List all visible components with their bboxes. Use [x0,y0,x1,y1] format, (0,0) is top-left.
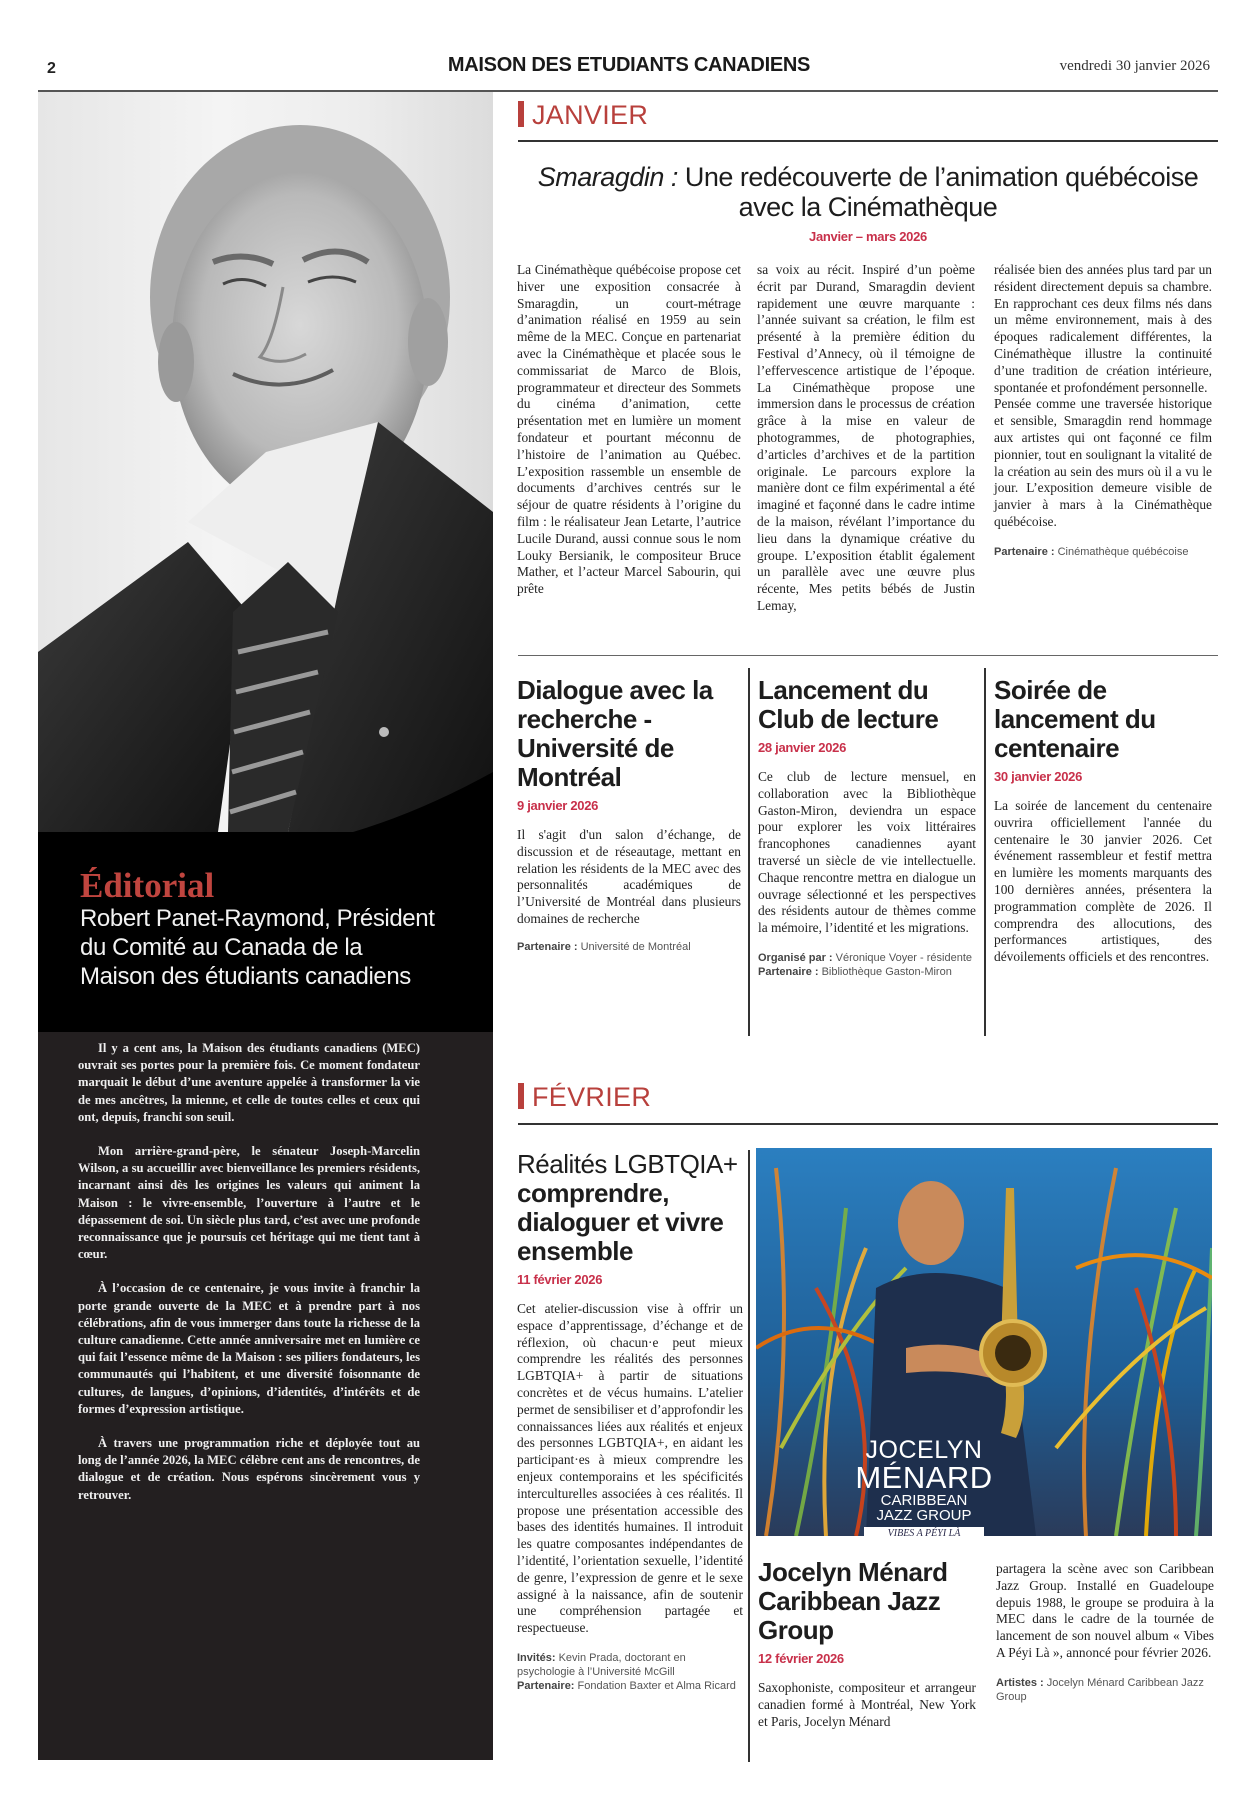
partner-value: Cinémathèque québécoise [1054,545,1189,558]
editorial-paragraph: À l’occasion de ce centenaire, je vous invite à franchir la porte grande ouverte de la MEC et à prendre part à nos célébrations, afin de vous immerger dans toute la richesse de la culture canadienne. Cette année anniversaire met en lumière ce qui fait l’essence même de la Maison : ses piliers fondateurs, les communautés qui l’habitent, et une diversité foisonnante de cultures, de langues, d’opinions, d’identités, d’intérêts et de formes d’expression artistique. [78,1281,420,1416]
portrait-curve-mask [38,732,493,872]
event-dialogue-recherche [517,676,741,954]
section-label: FÉVRIER [532,1082,652,1112]
album-group-line2: JAZZ GROUP [876,1507,972,1524]
artists-value: Jocelyn Ménard Caribbean Jazz Group [996,1676,1204,1703]
section-label: JANVIER [532,100,649,130]
event-jazz [758,1558,976,1730]
event-body: Ce club de lecture mensuel, en collaboration avec la Bibliothèque Gaston-Miron, deviendra un espace pour explorer les voix littéraires francophones canadiennes ayant traversé un siècle de vie intellectuelle. Chaque rencontre mettra en dialogue un ouvrage sélectionné et les perspectives des résidents autour de thèmes comme la mémoire, l’identité et les migrations. [758,769,976,936]
lead-article-title [518,162,1218,222]
section-divider [518,1123,1218,1125]
lead-article-column-2: sa voix au récit. Inspiré d’un poème écrit par Durand, Smaragdin devient rapidement une œuvre marquante : l’année suivant sa création, le film est présenté à la première édition du Festival d’Annecy, où il témoigne de l’effervescence artistique de l’époque. La Cinémathèque propose une immersion dans le processus de création grâce à la mise en valeur de photogrammes, de photographies, d’articles d’archives et de la partition originale. Le parcours explore la manière dont ce film expérimental a été imaginé et façonné dans le cadre intime de la maison, révélant l’importance du lieu dans la dynamique créative du groupe. L’exposition établit également un parallèle avec une œuvre plus récente, Mes petits bébés de Justin Lemay, [757,262,975,613]
guests-value: Kevin Prada, doctorant en psychologie à l’Université McGill [517,1651,686,1678]
event-lgbtqia [517,1150,743,1693]
partner-label: Partenaire : [994,545,1055,558]
section-marker [518,1083,524,1109]
event-date: 12 février 2026 [758,1651,844,1666]
column-divider [984,668,986,1036]
partner-value: Bibliothèque Gaston-Miron [818,965,952,978]
section-header-fevrier [518,1082,1218,1113]
event-date: 28 janvier 2026 [758,740,847,755]
issue-date: vendredi 30 janvier 2026 [1059,58,1210,74]
event-body: Cet atelier-discussion vise à offrir un espace d’apprentissage, d’échange et de réflexion, où chacun·e peut mieux comprendre les réalités des personnes LGBTQIA+ à partir de situations concrètes et de vécus humains. L’atelier permet de sensibiliser et d’approfondir les connaissances liées aux réalités et enjeux des personnes LGBTQIA+, en aidant les participant·es à mieux comprendre les enjeux contemporains et les spécificités interculturelles associées à ces réalités. Il propose une présentation accessible des bases des identités humaines. Il introduit les quatre composantes indépendantes de l’identité, l’orientation sexuelle, l’identité de genre, l’expression de genre et le sexe assigné à la naissance, afin de soutenir une compréhension partagée et respectueuse. [517,1301,743,1636]
organizer-label: Organisé par : [758,951,833,964]
album-artist-first: JOCELYN [865,1436,983,1464]
lead-title-text: Une redécouverte de l’animation québécoise avec la Cinémathèque [677,162,1199,222]
event-guests-credit [517,1651,743,1679]
event-body: La soirée de lancement du centenaire ouvrira officiellement l'année du centenaire le 30 janvier 2026. Cet événement rassembleur et festif mettra en lumière les moments marquants des 100 dernières années, présentera la programmation complète de 2026. Il comprendra des allocutions, des performances artistiques, des dévoilements officiels et des rencontres. [994,798,1212,965]
event-date: 11 février 2026 [517,1272,603,1287]
event-title: Lancement du Club de lecture [758,675,939,734]
organizer-value: Véronique Voyer - résidente [832,951,972,964]
event-date: 30 janvier 2026 [994,769,1083,784]
editorial-body [78,1040,420,1521]
portrait-photo [38,92,493,832]
event-title: Soirée de lancement du centenaire [994,675,1156,763]
lead-col3-paragraph: Pensée comme une traversée historique et sensible, Smaragdin rend hommage aux artistes qui ont façonné ce film pionnier, tout en soulignant la vitalité de la création au sein des murs où il a vu le jour. L’exposition demeure visible de janvier à mars à la Cinémathèque québécoise. [994,396,1212,529]
section-marker [518,101,524,127]
editorial-paragraph: Il y a cent ans, la Maison des étudiants canadiens (MEC) ouvrait ses portes pour la première fois. Ce moment fondateur marquait le début d’une aventure appelée à transformer la vie de mes ancêtres, la mienne, et celle de toutes celles et ceux qui ont, depuis, franchi son seuil. [78,1041,420,1124]
event-organizer-credit [758,951,976,965]
album-group-line1: CARIBBEAN [880,1492,968,1509]
editorial-kicker: Éditorial [80,866,215,905]
event-body-continued: partagera la scène avec son Caribbean Jazz Group. Installé en Guadeloupe depuis 1988, le groupe se produira à la MEC dans le cadre de la tournée de lancement de son nouvel album « Vibes A Péyi Là », annoncé pour février 2026. [996,1561,1214,1660]
lead-article-column-3 [994,262,1212,559]
partner-label: Partenaire : [517,940,578,953]
event-title-bold: comprendre, dialoguer et vivre ensemble [517,1178,724,1266]
lead-article-date: Janvier – mars 2026 [809,229,927,244]
partner-value: Université de Montréal [577,940,691,953]
column-divider [748,1150,750,1762]
artists-label: Artistes : [996,1676,1044,1689]
event-partner-credit [517,940,741,954]
guests-label: Invités: [517,1651,556,1664]
page-number: 2 [47,60,56,77]
event-body: Il s'agit d'un salon d’échange, de discussion et de réseautage, mettant en relation les résidents de la MEC avec des personnalités académiques de l’Université de Montréal dans plusieurs domaines de recherche [517,827,741,926]
event-soiree-centenaire [994,676,1212,966]
editorial-paragraph: Mon arrière-grand-père, le sénateur Joseph-Marcelin Wilson, a su accueillir avec bienveillance les premiers résidents, incarnant ainsi dès les origines les valeurs qui animent la Maison : le vivre-ensemble, l’ouverture à l’autre et le dépassement de soi. Un siècle plus tard, c’est avec une profonde reconnaissance que je poursuis cet héritage qui me tient tant à cœur. [78,1144,420,1262]
lead-partner-credit [994,545,1212,559]
event-title: Dialogue avec la recherche - Université de Montréal [517,675,713,792]
event-body: Saxophoniste, compositeur et arrangeur canadien formé à Montréal, New York et Paris, Jocelyn Ménard [758,1680,976,1729]
album-cover-title [854,1438,994,1536]
event-title-light: Réalités LGBTQIA+ [517,1149,738,1179]
event-artists-credit [996,1676,1214,1704]
section-divider [518,140,1218,142]
column-divider [748,668,750,1036]
portrait-illustration [38,92,493,832]
lead-bottom-divider [518,655,1218,656]
event-partner-credit [758,965,976,979]
event-partner-credit [517,1679,743,1693]
section-header-janvier [518,100,1218,131]
event-title [517,1150,743,1266]
album-cover-image [756,1148,1212,1536]
event-title: Jocelyn Ménard Caribbean Jazz Group [758,1557,948,1645]
partner-value: Fondation Baxter et Alma Ricard [574,1679,736,1692]
masthead: MAISON DES ETUDIANTS CANADIENS [447,54,811,76]
album-artist-last: MÉNARD [855,1460,993,1495]
partner-label: Partenaire: [517,1679,575,1692]
lead-article-column-1: La Cinémathèque québécoise propose cet hiver une exposition consacrée à Smaragdin, un court-métrage d’animation réalisé en 1959 au sein même de la MEC. Conçue en partenariat avec la Cinémathèque et placée sous le commissariat de Marco de Blois, programmateur et directeur des Sommets du cinéma d’animation, cette présentation met en lumière un moment fondateur et pourtant méconnu de l’histoire de l’animation au Québec. L’exposition rassemble un ensemble de documents d’archives centrés sur le séjour de quatre résidents à l’origine du film : le réalisateur Jean Letarte, l’autrice Lucile Durand, aussi connue sous le nom Louky Bersianik, le compositeur Bruce Mather, et l’acteur Marcel Sabourin, qui prête [517,262,741,597]
event-date: 9 janvier 2026 [517,798,599,813]
editorial-paragraph: À travers une programmation riche et déployée tout au long de l’année 2026, la MEC célèbre cent ans de rencontres, de dialogue et de création. Nous espérons sincèrement vous y retrouver. [78,1436,420,1502]
editorial-heading [80,868,440,991]
event-jazz-continued [996,1561,1214,1704]
album-tagline: VIBES A PÉYI LÀ [864,1527,984,1536]
partner-label: Partenaire : [758,965,819,978]
event-club-lecture [758,676,976,979]
lead-title-italic: Smaragdin : [537,162,678,192]
editorial-byline: Robert Panet-Raymond, Président du Comité au Canada de la Maison des étudiants canadiens [80,905,435,990]
lead-col3-paragraph: réalisée bien des années plus tard par un résident directement depuis sa chambre. En rapprochant ces deux films nés dans un même environnement, mais à des époques radicalement différentes, la Cinémathèque illustre la continuité d’une tradition de création intérieure, spontanée et profondément personnelle. [994,262,1212,395]
